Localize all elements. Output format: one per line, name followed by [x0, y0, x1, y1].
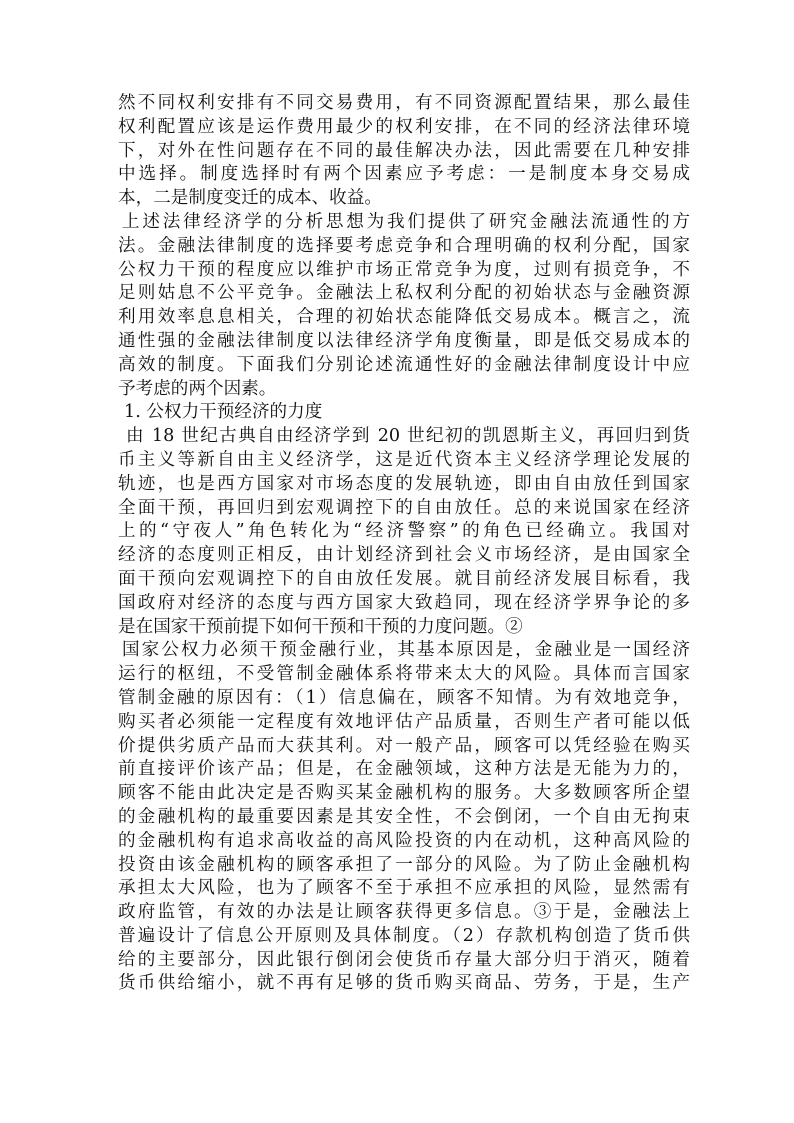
text-line: 公权力干预的程度应以维护市场正常竞争为度，过则有损竞争，不: [118, 259, 690, 280]
text-line: 货币供给缩小，就不再有足够的货币购买商品、劳务，于是，生产: [118, 973, 690, 994]
text-line: 面干预向宏观调控下的自由放任发展。就目前经济发展目标看，我: [118, 568, 690, 589]
text-line: 全面干预，再回归到宏观调控下的自由放任。总的来说国家在经济: [118, 497, 690, 518]
text-line: 前直接评价该产品；但是，在金融领域，这种方法是无能为力的，: [118, 759, 690, 780]
text-line: 投资由该金融机构的顾客承担了一部分的风险。为了防止金融机构: [118, 854, 690, 875]
text-line: 予考虑的两个因素。: [118, 378, 277, 399]
text-line: 顾客不能由此决定是否购买某金融机构的服务。大多数顾客所企望: [118, 783, 690, 804]
text-line: 由 18 世纪古典自由经济学到 20 世纪初的凯恩斯主义，再回归到货: [126, 426, 690, 447]
text-line: 承担太大风险，也为了顾客不至于承担不应承担的风险，显然需有: [118, 878, 690, 899]
text-line: 普遍设计了信息公开原则及具体制度。（2）存款机构创造了货币供: [118, 925, 690, 946]
text-line: 本，二是制度变迁的成本、收益。: [118, 188, 382, 209]
text-line: 价提供劣质产品而大获其利。对一般产品，顾客可以凭经验在购买: [118, 735, 690, 756]
section-heading: [118, 401, 690, 425]
text-line: 通性强的金融法律制度以法律经济学角度衡量，即是低交易成本的: [118, 330, 690, 351]
text-line: 法。金融法律制度的选择要考虑竞争和合理明确的权利分配，国家: [118, 235, 690, 256]
paragraph-3: [118, 425, 690, 639]
text-line: 足则姑息不公平竞争。金融法上私权利分配的初始状态与金融资源: [118, 283, 690, 304]
text-line: 高效的制度。下面我们分别论述流通性好的金融法律制度设计中应: [118, 354, 690, 375]
heading-text: 1. 公权力干预经济的力度: [124, 402, 323, 423]
text-line: 购买者必须能一定程度有效地评估产品质量，否则生产者可能以低: [118, 711, 690, 732]
text-line: 权利配置应该是运作费用最少的权利安排，在不同的经济法律环境: [118, 116, 690, 137]
text-line: 的金融机构有追求高收益的高风险投资的内在动机，这种高风险的: [118, 830, 690, 851]
text-line: 中选择。制度选择时有两个因素应予考虑：一是制度本身交易成: [118, 164, 690, 185]
text-line: 国家公权力必须干预金融行业，其基本原因是，金融业是一国经济: [122, 640, 690, 661]
text-line: 轨迹，也是西方国家对市场态度的发展轨迹，即由自由放任到国家: [118, 473, 690, 494]
text-line: 上述法律经济学的分析思想为我们提供了研究金融法流通性的方: [122, 211, 690, 232]
text-line: 上的“守夜人”角色转化为“经济警察”的角色已经确立。我国对: [118, 521, 690, 542]
text-line: 的金融机构的最重要因素是其安全性，不会倒闭，一个自由无拘束: [118, 806, 690, 827]
text-line: 币主义等新自由主义经济学，这是近代资本主义经济学理论发展的: [118, 449, 690, 470]
document-body: [118, 92, 690, 996]
text-line: 下，对外在性问题存在不同的最佳解决办法，因此需要在几种安排: [118, 140, 690, 161]
text-line: 经济的态度则正相反，由计划经济到社会义市场经济，是由国家全: [118, 545, 690, 566]
paragraph-2: [118, 211, 690, 401]
paragraph-4: [118, 639, 690, 996]
paragraph-1: [118, 92, 690, 211]
text-line: 运行的枢纽，不受管制金融体系将带来太大的风险。具体而言国家: [118, 664, 690, 685]
text-line: 是在国家干预前提下如何干预和干预的力度问题。②: [118, 616, 523, 637]
text-line: 然不同权利安排有不同交易费用，有不同资源配置结果，那么最佳: [118, 93, 690, 113]
text-line: 政府监管，有效的办法是让顾客获得更多信息。③于是，金融法上: [118, 902, 690, 923]
text-line: 管制金融的原因有：（1）信息偏在，顾客不知情。为有效地竞争，: [118, 687, 690, 708]
text-line: 利用效率息息相关，合理的初始状态能降低交易成本。概言之，流: [118, 307, 690, 328]
text-line: 国政府对经济的态度与西方国家大致趋同，现在经济学界争论的多: [118, 592, 690, 613]
text-line: 给的主要部分，因此银行倒闭会使货币存量大部分归于消灭，随着: [118, 949, 690, 970]
